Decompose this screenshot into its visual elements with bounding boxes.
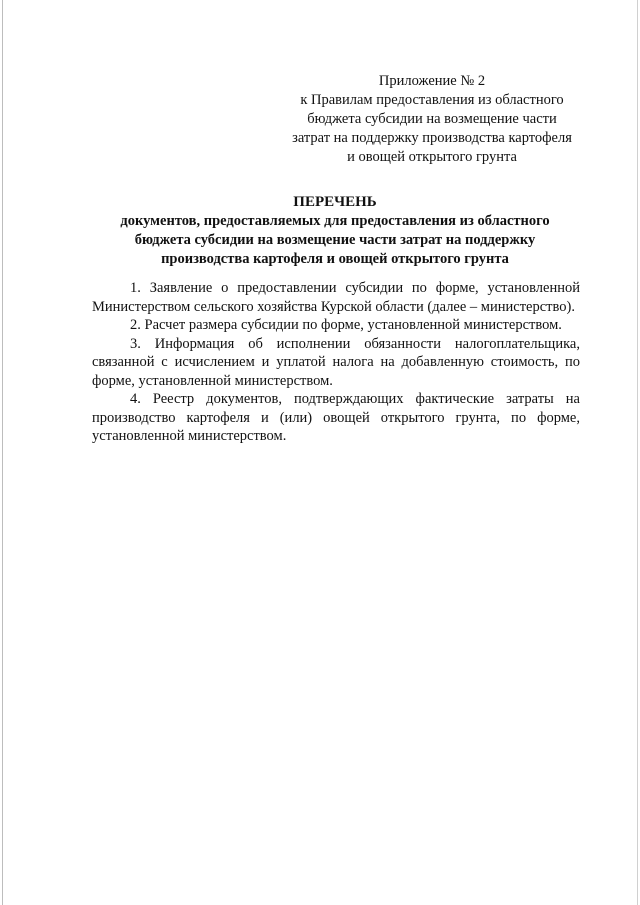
scan-edge-right xyxy=(637,0,638,905)
document-subtitle-line: производства картофеля и овощей открытого грунта xyxy=(161,251,509,267)
document-subtitle-line: бюджета субсидии на возмещение части затрат на поддержку xyxy=(134,232,536,248)
list-item: 4. Реестр документов, подтверждающих фактические затраты на производство картофеля и (или) овощей открытого грунта, по форме, установленной министерством. xyxy=(92,391,580,444)
scan-edge-left xyxy=(2,0,3,905)
appendix-header xyxy=(272,72,592,167)
list-item: 1. Заявление о предоставлении субсидии по форме, установленной Министерством сельского хозяйства Курской области (далее – министерство). xyxy=(92,280,580,315)
document-title: ПЕРЕЧЕНЬ xyxy=(293,194,377,210)
document-subtitle-line: документов, предоставляемых для предоставления из областного xyxy=(120,213,550,229)
appendix-line: и овощей открытого грунта xyxy=(347,149,517,165)
list-item: 3. Информация об исполнении обязанности налогоплательщика, связанной с исчислением и уплатой налога на добавленную стоимость, по форме, установленной министерством. xyxy=(92,335,580,389)
appendix-line: к Правилам предоставления из областного xyxy=(300,92,564,108)
appendix-line: затрат на поддержку производства картофеля xyxy=(292,130,572,146)
document-list xyxy=(92,279,580,446)
document-heading xyxy=(90,193,580,269)
appendix-line: бюджета субсидии на возмещение части xyxy=(307,111,557,127)
appendix-number: Приложение № 2 xyxy=(378,73,486,89)
list-item: 2. Расчет размера субсидии по форме, установленной министерством. xyxy=(130,317,562,333)
